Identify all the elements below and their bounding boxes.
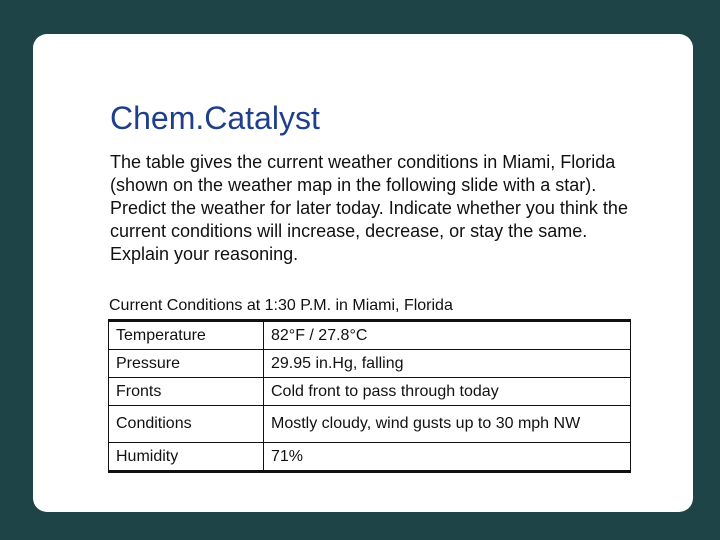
row-label: Fronts (109, 378, 264, 406)
table-row (109, 321, 631, 350)
table-row (109, 378, 631, 406)
row-value: 71% (264, 443, 631, 472)
row-label: Pressure (109, 350, 264, 378)
row-label: Temperature (109, 321, 264, 350)
row-label: Humidity (109, 443, 264, 472)
table-row (109, 443, 631, 472)
row-value: 29.95 in.Hg, falling (264, 350, 631, 378)
conditions-table (108, 319, 631, 473)
row-value: 82°F / 27.8°C (264, 321, 631, 350)
row-value: Mostly cloudy, wind gusts up to 30 mph NW (264, 406, 631, 443)
table-row (109, 406, 631, 443)
table-caption: Current Conditions at 1:30 P.M. in Miami, Florida (109, 297, 453, 314)
slide-title: Chem.Catalyst (110, 100, 320, 136)
row-value: Cold front to pass through today (264, 378, 631, 406)
row-label: Conditions (109, 406, 264, 443)
prompt-paragraph: The table gives the current weather conditions in Miami, Florida (shown on the weather map in the following slide with a star). Predict the weather for later today. Indicate whether you think the current conditions will increase, decrease, or stay the same. Explain your reasoning. (110, 152, 628, 264)
table-row (109, 350, 631, 378)
